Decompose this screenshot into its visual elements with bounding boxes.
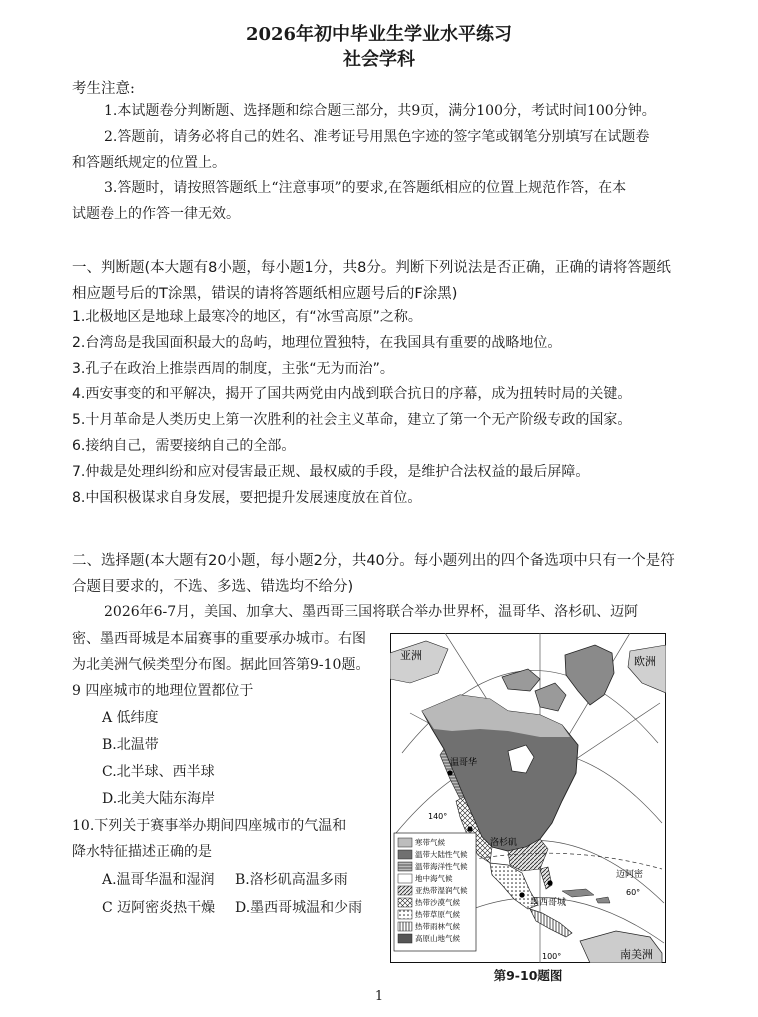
asia-label: 亚洲: [400, 649, 422, 662]
judge-item: 4.西安事变的和平解决，揭开了国共两党由内战到联合抗日的序幕，成为扭转时局的关键。: [72, 386, 632, 402]
los-angeles-marker: [467, 826, 472, 831]
q10-option-b: B.洛杉矶高温多雨: [235, 872, 348, 888]
legend-item: 亚热带湿润气候: [415, 886, 468, 895]
section2-heading: 二、选择题(本大题有20小题，每小题2分，共40分。每小题列出的四个备选项中只有一个是符: [72, 553, 675, 569]
longitude-140-label: 140°: [428, 812, 448, 821]
legend-item: 寒带气候: [415, 838, 445, 847]
north-america-climate-map: [390, 633, 666, 963]
exam-title: 2026年初中毕业生学业水平练习: [245, 24, 513, 45]
q9-option-b: B.北温带: [102, 737, 159, 753]
legend-item: 高原山地气候: [415, 934, 460, 943]
south-america-label: 南美洲: [620, 948, 653, 961]
europe-label: 欧洲: [634, 655, 656, 668]
q9-option-c: C.北半球、西半球: [102, 764, 215, 780]
legend-item: 热带沙漠气候: [415, 898, 460, 907]
page-number: 1: [374, 989, 384, 1004]
legend-item: 温带海洋性气候: [415, 862, 468, 871]
vancouver-marker: [447, 770, 452, 775]
longitude-100-label: 100°: [542, 952, 562, 961]
legend-item: 地中海气候: [415, 874, 453, 883]
longitude-60-label: 60°: [626, 888, 641, 897]
question-intro: 密、墨西哥城是本届赛事的重要承办城市。右图: [72, 631, 366, 647]
notice-heading: 考生注意:: [72, 81, 135, 97]
mexico-city-label: 墨西哥城: [530, 898, 567, 908]
notice-line: 2.答题前，请务必将自己的姓名、准考证号用黑色字迹的签字笔或钢笔分别填写在试题卷: [104, 129, 650, 145]
mexico-city-marker: [519, 892, 524, 897]
legend-item: 温带大陆性气候: [415, 850, 468, 859]
vancouver-label: 温哥华: [450, 758, 478, 768]
judge-item: 3.孔子在政治上推崇西周的制度，主张“无为而治”。: [72, 361, 394, 377]
judge-item: 6.接纳自己，需要接纳自己的全部。: [72, 438, 296, 454]
q10-option-d: D.墨西哥城温和少雨: [235, 900, 363, 916]
judge-item: 7.仲裁是处理纠纷和应对侵害最正规、最权威的手段，是维护合法权益的最后屏障。: [72, 464, 590, 480]
judge-item: 1.北极地区是地球上最寒冷的地区，有“冰雪高原”之称。: [72, 309, 422, 325]
q10-option-c: C 迈阿密炎热干燥: [102, 900, 216, 916]
judge-item: 2.台湾岛是我国面积最大的岛屿，地理位置独特，在我国具有重要的战略地位。: [72, 335, 562, 351]
question-intro: 为北美洲气候类型分布图。据此回答第9-10题。: [72, 657, 370, 673]
notice-line: 试题卷上的作答一律无效。: [72, 206, 240, 222]
section1-heading: 一、判断题(本大题有8小题，每小题1分，共8分。判断下列说法是否正确，正确的请将答题纸: [72, 260, 671, 276]
legend-item: 热带雨林气候: [415, 922, 460, 931]
map-caption: 第9-10题图: [493, 968, 563, 983]
los-angeles-label: 洛杉矶: [490, 838, 518, 848]
exam-subject: 社会学科: [343, 49, 415, 70]
q10-stem: 10.下列关于赛事举办期间四座城市的气温和: [72, 818, 347, 834]
q10-option-a: A.温哥华温和湿润: [102, 872, 215, 888]
section1-heading: 相应题号后的T涂黑，错误的请将答题纸相应题号后的F涂黑): [72, 286, 458, 302]
miami-label: 迈阿密: [616, 870, 644, 880]
q9-option-d: D.北美大陆东海岸: [102, 791, 216, 807]
q9-stem: 9 四座城市的地理位置都位于: [72, 683, 254, 699]
q9-option-a: A 低纬度: [102, 710, 159, 726]
section2-heading: 合题目要求的，不选、多选、错选均不给分): [72, 579, 354, 595]
legend-item: 热带草原气候: [415, 910, 460, 919]
notice-line: 和答题纸规定的位置上。: [72, 155, 226, 171]
miami-marker: [547, 880, 552, 885]
climate-legend: [394, 833, 476, 951]
notice-line: 1.本试题卷分判断题、选择题和综合题三部分，共9页，满分100分，考试时间100分钟。: [104, 103, 656, 119]
question-intro: 2026年6-7月，美国、加拿大、墨西哥三国将联合举办世界杯，温哥华、洛杉矶、迈阿: [104, 604, 639, 620]
judge-item: 5.十月革命是人类历史上第一次胜利的社会主义革命，建立了第一个无产阶级专政的国家。: [72, 412, 632, 428]
q10-stem: 降水特征描述正确的是: [72, 844, 212, 860]
notice-line: 3.答题时，请按照答题纸上“注意事项”的要求,在答题纸相应的位置上规范作答，在本: [104, 180, 627, 196]
judge-item: 8.中国积极谋求自身发展，要把提升发展速度放在首位。: [72, 490, 422, 506]
